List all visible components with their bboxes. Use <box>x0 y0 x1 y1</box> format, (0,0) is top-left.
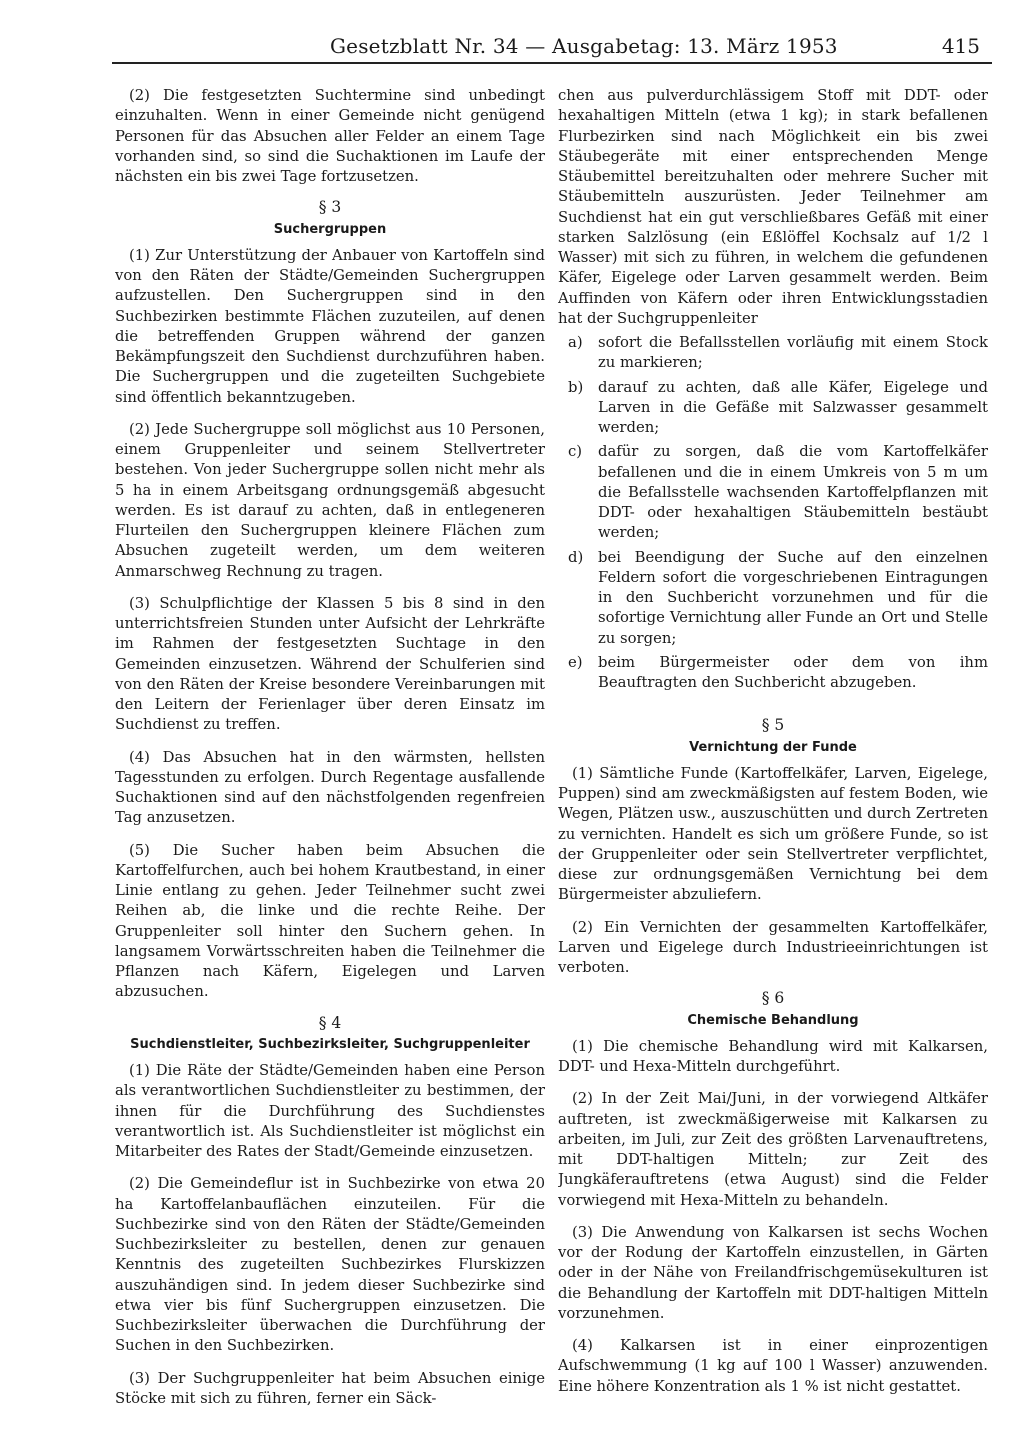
item-text: dafür zu sorgen, daß die vom Kartoffelkäfer befallenen und die in einem Umkreis von 5 m um die Befallsstelle wachsenden Kartoffelpflanzen mit DDT- oder hexahaltigen Stäubemitteln bestäubt werden; <box>598 443 988 542</box>
paragraph: (2) In der Zeit Mai/Juni, in der vorwiegend Altkäfer auftreten, ist zweckmäßigerweise mit Kalkarsen zu arbeiten, im Juli, zur Zeit des größten Larvenauftretens, mit DDT-haltigen Mitteln; zur Zeit des Jungkäferauftretens (etwa August) sind die Felder vorwiegend mit Hexa-Mitteln zu behandeln. <box>558 1090 988 1209</box>
paragraph: (5) Die Sucher haben beim Absuchen die Kartoffelfurchen, auch bei hohem Krautbestand, in einer Linie entlang zu gehen. Jeder Teilnehmer sucht zwei Reihen ab, die linke und die rechte Reihe. Der Gruppenleiter soll hinter den Suchern gehen. In langsamem Vorwärtsschreiten haben die Teilnehmer die Pflanzen nach Käfern, Eigelegen und Larven abzusuchen. <box>115 841 545 1001</box>
right-column <box>558 86 988 1436</box>
item-letter: a) <box>568 334 583 351</box>
section-6-heading: § 6 <box>761 989 785 1008</box>
paragraph: (3) Schulpflichtige der Klassen 5 bis 8 sind in den unterrichtsfreien Stunden unter Aufsicht der Lehrkräfte im Rahmen der festgesetzten Suchtage in den Gemeinden einzusetzen. Während der Schulferien sind von den Räten der Kreise besondere Vereinbarungen mit den Leitern der Ferienlager über deren Einsatz im Suchdienst zu treffen. <box>115 594 545 734</box>
item-letter: b) <box>568 378 584 396</box>
page-header <box>112 28 992 62</box>
section-6-title: Chemische Behandlung <box>687 1012 859 1028</box>
paragraph: (3) Die Anwendung von Kalkarsen ist sechs Wochen vor der Rodung der Kartoffeln einzustellen, in Gärten oder in der Nähe von Freilandfrischgemüsekulturen ist die Behandlung der Kartoffeln mit DDT-haltigen Mitteln vorzunehmen. <box>558 1223 988 1322</box>
paragraph: (4) Kalkarsen ist in einer einprozentigen Aufschwemmung (1 kg auf 100 l Wasser) anzuwenden. Eine höhere Konzentration als 1 % ist nicht gestattet. <box>558 1337 988 1395</box>
item-text: sofort die Befallsstellen vorläufig mit einem Stock zu markieren; <box>598 334 988 372</box>
section-3-heading: § 3 <box>318 198 342 217</box>
paragraph: (1) Sämtliche Funde (Kartoffelkäfer, Larven, Eigelege, Puppen) sind am zweckmäßigsten auf festem Boden, wie Wegen, Plätzen usw., auszuschütten und durch Zertreten zu vernichten. Handelt es sich um größere Funde, so ist der Gruppenleiter oder sein Stellvertreter verpflichtet, diese zur ordnungsgemäßen Vernichtung bei dem Bürgermeister abzuliefern. <box>558 764 988 904</box>
item-letter: c) <box>568 443 583 461</box>
paragraph-continuation: chen aus pulverdurchlässigem Stoff mit DDT- oder hexahaltigen Mitteln (etwa 1 kg); in stark befallenen Flurbezirken sind nach Möglichkeit ein bis zwei Stäubegeräte mit einer entsprechenden Menge Stäubemittel bereitzuhalten oder mehrere Sucher mit Stäubemitteln auszurüsten. Jeder Teilnehmer am Suchdienst hat ein gut verschließbares Gefäß mit einer starken Salzlösung (ein Eßlöffel Kochsalz auf 1/2 l Wasser) mit sich zu führen, in welchem die gefundenen Käfer, Eigelege oder Larven gesammelt werden. Beim Auffinden von Käfern oder ihren Entwicklungsstadien hat der Suchgruppenleiter <box>558 87 988 327</box>
section-5-title: Vernichtung der Funde <box>689 739 857 755</box>
item-letter: e) <box>568 653 583 671</box>
header-title: Gesetzblatt Nr. 34 — Ausgabetag: 13. März 1953 <box>330 34 838 58</box>
paragraph: (4) Das Absuchen hat in den wärmsten, hellsten Tagesstunden zu erfolgen. Durch Regentage ausfallende Suchaktionen sind auf den nächstfolgenden regenfreien Tag anzusetzen. <box>115 748 545 827</box>
item-letter: d) <box>568 548 584 566</box>
item-text: darauf zu achten, daß alle Käfer, Eigelege und Larven in die Gefäße mit Salzwasser gesammelt werden; <box>598 378 988 436</box>
paragraph: (1) Die chemische Behandlung wird mit Kalkarsen, DDT- und Hexa-Mitteln durchgeführt. <box>558 1037 988 1075</box>
item-text: bei Beendigung der Suche auf den einzelnen Feldern sofort die vorgeschriebenen Eintragungen in den Suchbericht vorzunehmen und für die sofortige Vernichtung aller Funde an Ort und Stelle zu sorgen; <box>598 548 988 647</box>
item-text: beim Bürgermeister oder dem von ihm Beauftragten den Suchbericht abzugeben. <box>598 653 988 691</box>
page-number: 415 <box>941 34 980 58</box>
section-4-heading: § 4 <box>318 1013 342 1032</box>
list-item <box>558 442 988 543</box>
left-column <box>115 86 545 1436</box>
paragraph: (1) Die Räte der Städte/Gemeinden haben eine Person als verantwortlichen Suchdienstleiter zu bestimmen, der ihnen für die Durchführung des Suchdienstes verantwortlich ist. Als Suchdienstleiter ist möglichst ein Mitarbeiter des Rates der Stadt/Gemeinde einzusetzen. <box>115 1062 545 1160</box>
paragraph: (1) Zur Unterstützung der Anbauer von Kartoffeln sind von den Räten der Städte/Gemeinden Suchergruppen aufzustellen. Den Suchergruppen sind in den Suchbezirken bestimmte Flächen zuzuteilen, auf denen die betreffenden Gruppen während der ganzen Bekämpfungszeit den Suchdienst durchzuführen haben. Die Suchergruppen und die zugeteilten Suchgebiete sind öffentlich bekanntzugeben. <box>115 246 545 406</box>
list-item <box>558 548 988 649</box>
header-rule <box>112 62 992 64</box>
section-4-title: Suchdienstleiter, Suchbezirksleiter, Suchgruppenleiter <box>130 1036 530 1052</box>
paragraph: (2) Ein Vernichten der gesammelten Kartoffelkäfer, Larven und Eigelege durch Industrieeinrichtungen ist verboten. <box>558 918 988 976</box>
paragraph: (3) Der Suchgruppenleiter hat beim Absuchen einige Stöcke mit sich zu führen, ferner ein Säck- <box>115 1369 545 1407</box>
item-list <box>558 333 988 693</box>
list-item <box>558 378 988 439</box>
list-item <box>558 653 988 694</box>
paragraph: (2) Die festgesetzten Suchtermine sind unbedingt einzuhalten. Wenn in einer Gemeinde nicht genügend Personen für das Absuchen aller Felder an einem Tage vorhanden sind, so sind die Suchaktionen im Laufe der nächsten ein bis zwei Tage fortzusetzen. <box>115 87 545 185</box>
section-3-title: Suchergruppen <box>273 221 387 237</box>
list-item <box>558 333 988 374</box>
paragraph: (2) Die Gemeindeflur ist in Suchbezirke von etwa 20 ha Kartoffelanbauflächen einzuteilen. Für die Suchbezirke sind von den Räten der Städte/Gemeinden Suchbezirksleiter zu bestellen, denen zur genauen Kenntnis des zugeteilten Suchbezirkes Flurskizzen auszuhändigen sind. In jedem dieser Suchbezirke sind etwa vier bis fünf Suchergruppen einzusetzen. Die Suchbezirksleiter überwachen die Durchführung der Suchen in den Suchbezirken. <box>115 1175 545 1355</box>
paragraph: (2) Jede Suchergruppe soll möglichst aus 10 Personen, einem Gruppenleiter und seinem Stellvertreter bestehen. Von jeder Suchergruppe sollen nicht mehr als 5 ha in einem Arbeitsgang ordnungsgemäß abgesucht werden. Es ist darauf zu achten, daß in entlegeneren Flurteilen den Suchergruppen kleinere Flächen zum Absuchen zugeteilt werden, um dem weiteren Anmarschweg Rechnung zu tragen. <box>115 420 545 580</box>
section-5-heading: § 5 <box>761 716 785 735</box>
